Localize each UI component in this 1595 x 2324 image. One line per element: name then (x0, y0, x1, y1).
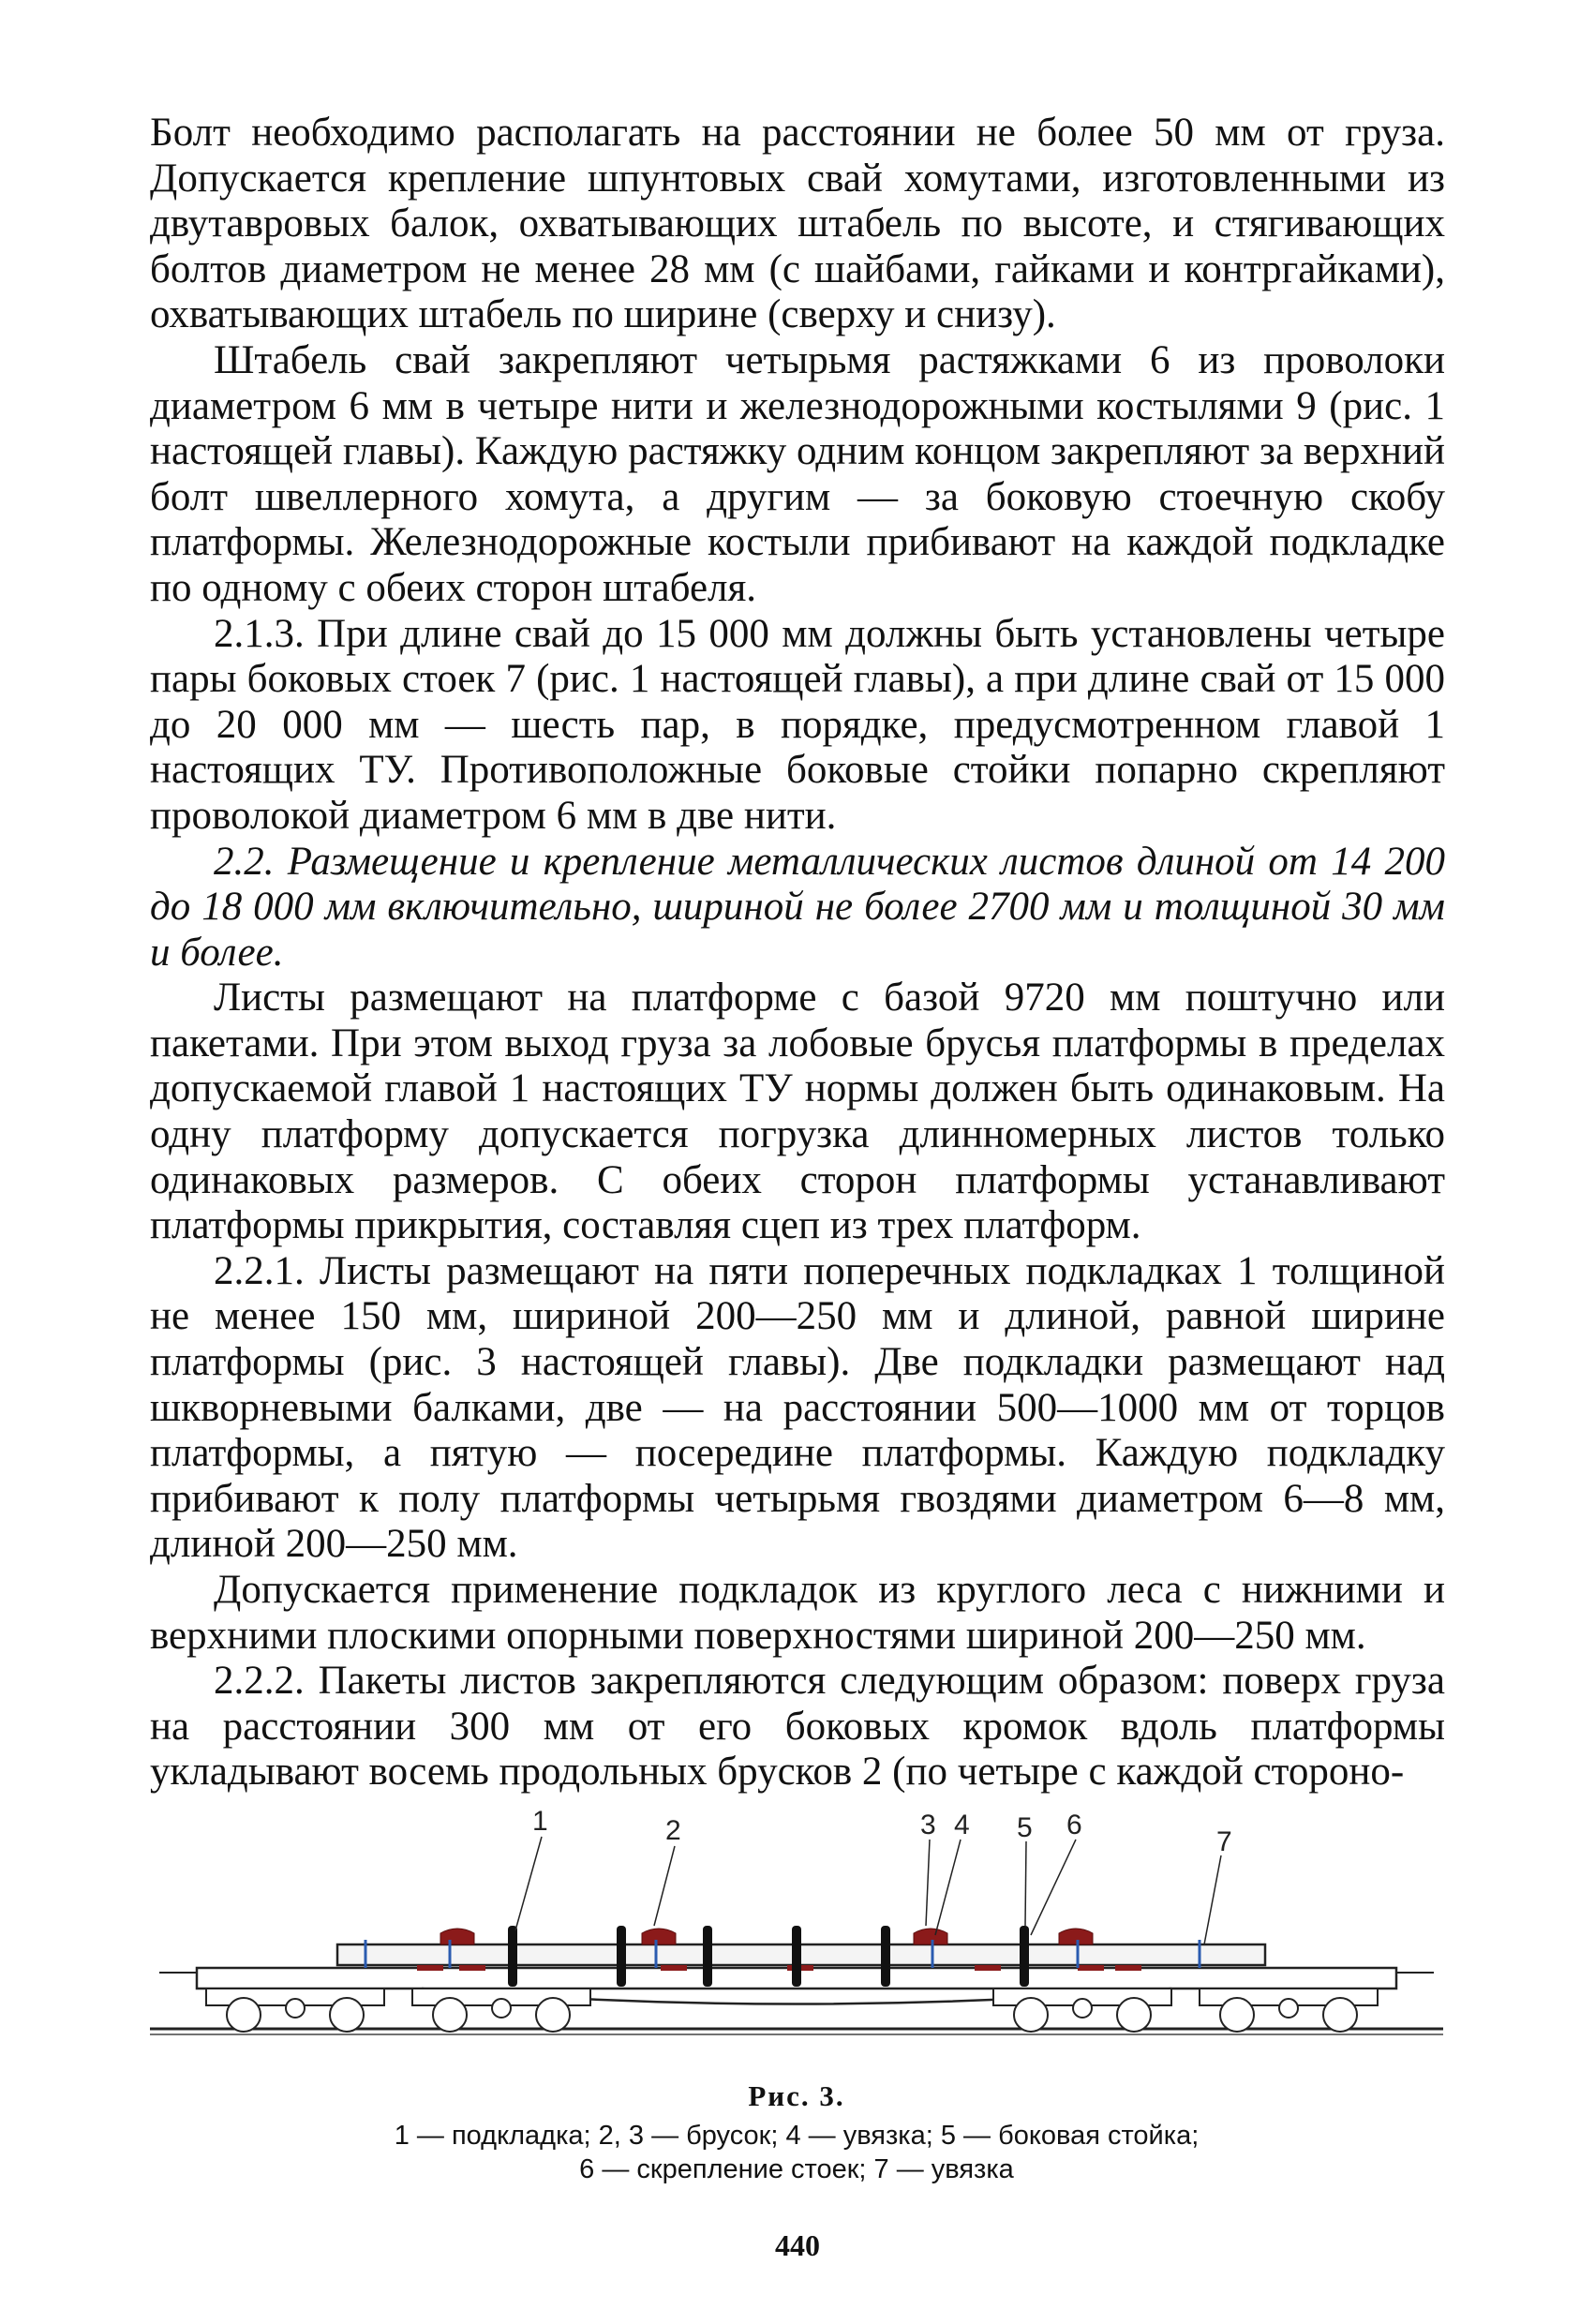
figure-caption-title: Рис. 3. (748, 2079, 845, 2112)
figure-label-6: 6 (1066, 1810, 1082, 1840)
bogie-right-inner (993, 1989, 1171, 2032)
paragraph-2: Штабель свай закрепляют четырьмя растяжками 6 из проволоки диаметром 6 мм в четыре нити и железнодорожными костылями 9 (рис. 1 настоящей главы). Каждую растяжку одним концом закрепляют за верхний болт швеллерного хомута, а другим — за боковую стоечную скобу платформы. Железнодорожные костыли прибивают на каждой подкладке по одному с обеих сторон штабеля. (150, 337, 1445, 610)
paragraph-7: Допускается применение подкладок из круглого леса с нижними и верхними плоскими опорными поверхностями шириной 200—250 мм. (150, 1568, 1445, 1658)
page-number: 440 (775, 2228, 820, 2262)
figure-label-5: 5 (1017, 1812, 1033, 1843)
paragraph-8: 2.2.2. Пакеты листов закрепляются следующим образом: поверх груза на расстоянии 300 мм от его боковых кромок вдоль платформы укладывают восемь продольных брусков 2 (по четыре с каждой стороно- (150, 1659, 1445, 1795)
platform-diagram-svg (141, 1795, 1453, 2062)
bogie-right (1200, 1989, 1378, 2032)
bogie-left-inner (412, 1989, 590, 2032)
paragraph-3: 2.1.3. При длине свай до 15 000 мм должны быть установлены четыре пары боковых стоек 7 (рис. 1 настоящей главы), а при длине свай от 15 000 до 20 000 мм — шесть пар, в порядке, предусмотренном главой 1 настоящих ТУ. Противоположные боковые стойки попарно скрепляют проволокой диаметром 6 мм в две нити. (150, 611, 1445, 838)
top-bars (440, 1929, 1093, 1944)
paragraph-5: Листы размещают на платформе с базой 9720 мм поштучно или пакетами. При этом выход груза за лобовые брусья платформы в пределах допускаемой главой 1 настоящих ТУ нормы должен быть одинаковым. На одну платформу допускается погрузка длинномерных листов только одинаковых размеров. С обеих сторон платформы устанавливают платформы прикрытия, составляя сцеп из трех платформ. (150, 976, 1445, 1248)
figure-label-1: 1 (532, 1806, 548, 1837)
paragraph-6: 2.2.1. Листы размещают на пяти поперечных подкладках 1 толщиной не менее 150 мм, шириной 200—250 мм и длиной, равной ширине платформы (рис. 3 настоящей главы). Две подкладки размещают над шкворневыми балками, две — на расстоянии 500—1000 мм от торцов платформы, а пятую — посередине платформы. Каждую подкладку прибивают к полу платформы четырьмя гвоздями диаметром 6—8 мм, длиной 200—250 мм. (150, 1248, 1445, 1567)
figure-label-3: 3 (920, 1810, 936, 1840)
paragraph-1: Болт необходимо располагать на расстоянии не более 50 мм от груза. Допускается крепление шпунтовых свай хомутами, изготовленными из двутавровых балок, охватывающих штабель по высоте, и стягивающих болтов диаметром не менее 28 мм (с шайбами, гайками и контргайками), охватывающих штабель по ширине (сверху и снизу). (150, 111, 1445, 337)
figure-label-7: 7 (1216, 1826, 1232, 1857)
figure-label-4: 4 (954, 1810, 970, 1840)
section-heading-2-2: 2.2. Размещение и крепление металлических листов длиной от 14 200 до 18 000 мм включительно, шириной не более 2700 мм и толщиной 30 мм и более. (150, 839, 1445, 975)
figure-caption-line-1: 1 — подкладка; 2, 3 — брусок; 4 — увязка; 5 — боковая стойка; (394, 2121, 1200, 2151)
figure-caption-line-2: 6 — скрепление стоек; 7 — увязка (579, 2154, 1014, 2184)
page-body (150, 111, 1445, 1795)
figure-label-2: 2 (665, 1815, 681, 1846)
platform-diagram (141, 1795, 1453, 2062)
bogie-left (206, 1989, 384, 2032)
